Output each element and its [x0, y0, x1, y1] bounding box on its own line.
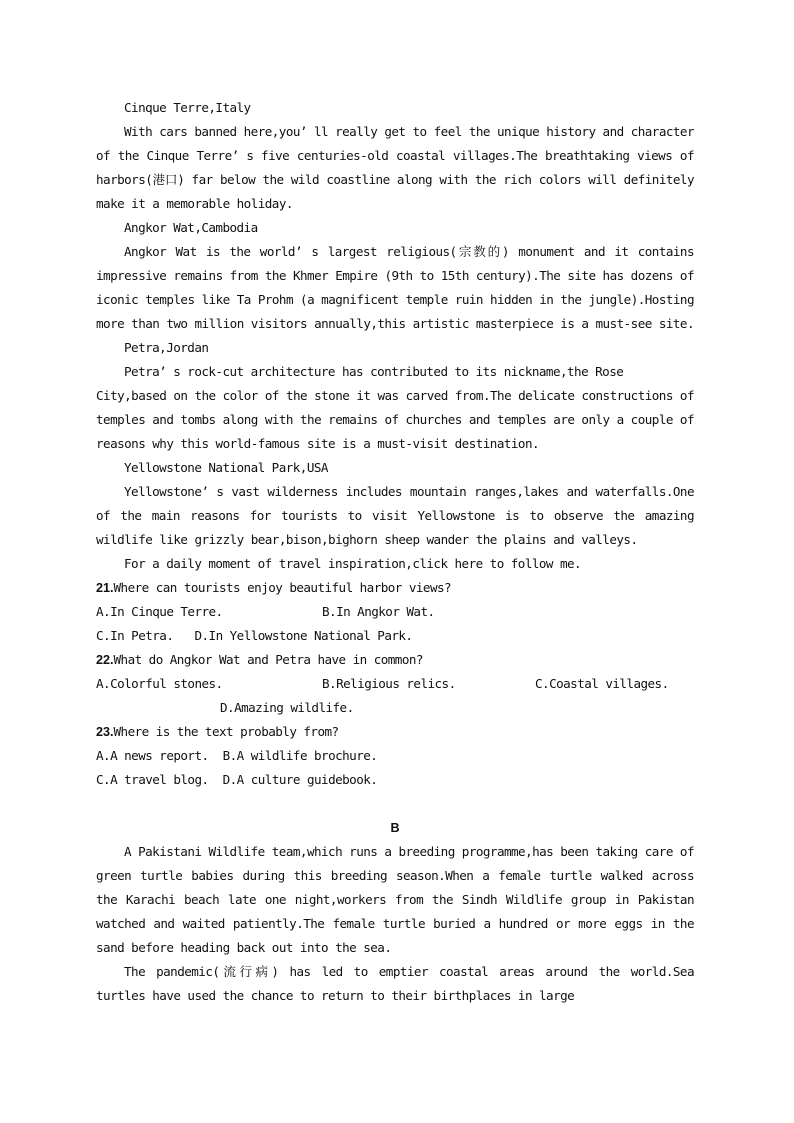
section-title-yellowstone: Yellowstone National Park,USA	[124, 460, 328, 475]
option-d[interactable]: D.Amazing wildlife.	[220, 700, 354, 715]
paragraph-line: of the main reasons for tourists to visit Yellowstone is to observe the amazing	[96, 508, 694, 523]
question-number: 22.	[96, 653, 114, 667]
paragraph-line: Petra’ s rock-cut architecture has contributed to its nickname,the Rose	[124, 364, 624, 379]
options-row	[96, 696, 694, 720]
paragraph-line: With cars banned here,you’ ll really get to feel the unique history and character	[124, 124, 694, 139]
paragraph-line: the Karachi beach late one night,workers from the Sindh Wildlife group in Pakistan	[96, 892, 694, 907]
paragraph-line: impressive remains from the Khmer Empire (9th to 15th century).The site has dozens of	[96, 268, 694, 283]
option-c[interactable]: C.In Petra.	[96, 628, 174, 643]
question-23	[96, 720, 694, 744]
option-d[interactable]: D.In Yellowstone National Park.	[194, 628, 413, 643]
options-row	[96, 744, 694, 768]
question-text: Where can tourists enjoy beautiful harbor views?	[113, 580, 452, 595]
paragraph-line: reasons why this world-famous site is a must-visit destination.	[96, 436, 540, 451]
section-title-petra: Petra,Jordan	[124, 340, 209, 355]
option-c[interactable]: C.A travel blog.	[96, 772, 209, 787]
question-text: What do Angkor Wat and Petra have in common?	[113, 652, 423, 667]
question-text: Where is the text probably from?	[113, 724, 339, 739]
option-b[interactable]: B.In Angkor Wat.	[322, 604, 435, 619]
options-row	[96, 600, 694, 624]
paragraph-line: of the Cinque Terre’ s five centuries-old coastal villages.The breathtaking views of	[96, 148, 694, 163]
option-b[interactable]: B.Religious relics.	[322, 676, 456, 691]
paragraph-line: The pandemic(流行病) has led to emptier coastal areas around the world.Sea	[124, 964, 694, 979]
paragraph-line: City,based on the color of the stone it was carved from.The delicate constructions of	[96, 388, 694, 403]
paragraph-line: Yellowstone’ s vast wilderness includes mountain ranges,lakes and waterfalls.One	[124, 484, 694, 499]
closing-line: For a daily moment of travel inspiration,click here to follow me.	[124, 556, 582, 571]
option-a[interactable]: A.A news report.	[96, 748, 209, 763]
paragraph-line: turtles have used the chance to return to their birthplaces in large	[96, 988, 575, 1003]
options-row	[96, 672, 694, 696]
paragraph-line: iconic temples like Ta Prohm (a magnificent temple ruin hidden in the jungle).Hosting	[96, 292, 694, 307]
paragraph-line: wildlife like grizzly bear,bison,bighorn sheep wander the plains and valleys.	[96, 532, 638, 547]
option-a[interactable]: A.In Cinque Terre.	[96, 604, 223, 619]
section-heading-b: B	[390, 821, 400, 835]
paragraph-line: green turtle babies during this breeding season.When a female turtle walked across	[96, 868, 694, 883]
paragraph-line: A Pakistani Wildlife team,which runs a breeding programme,has been taking care of	[124, 844, 694, 859]
paragraph-line: watched and waited patiently.The female turtle buried a hundred or more eggs in the	[96, 916, 694, 931]
spacer	[96, 792, 694, 816]
option-b[interactable]: B.A wildlife brochure.	[222, 748, 378, 763]
section-title-angkor-wat: Angkor Wat,Cambodia	[124, 220, 258, 235]
document-page	[96, 96, 694, 1008]
question-22	[96, 648, 694, 672]
question-number: 21.	[96, 581, 114, 595]
options-row	[96, 624, 694, 648]
paragraph-line: sand before heading back out into the sea.	[96, 940, 392, 955]
paragraph-line: Angkor Wat is the world’ s largest religious(宗教的) monument and it contains	[124, 244, 694, 259]
paragraph-line: more than two million visitors annually,this artistic masterpiece is a must-see site.	[96, 316, 694, 331]
options-row	[96, 768, 694, 792]
paragraph-line: make it a memorable holiday.	[96, 196, 293, 211]
option-a[interactable]: A.Colorful stones.	[96, 676, 223, 691]
paragraph-line: temples and tombs along with the remains of churches and temples are only a couple of	[96, 412, 694, 427]
section-title-cinque-terre: Cinque Terre,Italy	[124, 100, 251, 115]
question-number: 23.	[96, 725, 114, 739]
question-21	[96, 576, 694, 600]
paragraph-line: harbors(港口) far below the wild coastline along with the rich colors will definitely	[96, 172, 694, 187]
option-d[interactable]: D.A culture guidebook.	[222, 772, 378, 787]
option-c[interactable]: C.Coastal villages.	[535, 676, 669, 691]
